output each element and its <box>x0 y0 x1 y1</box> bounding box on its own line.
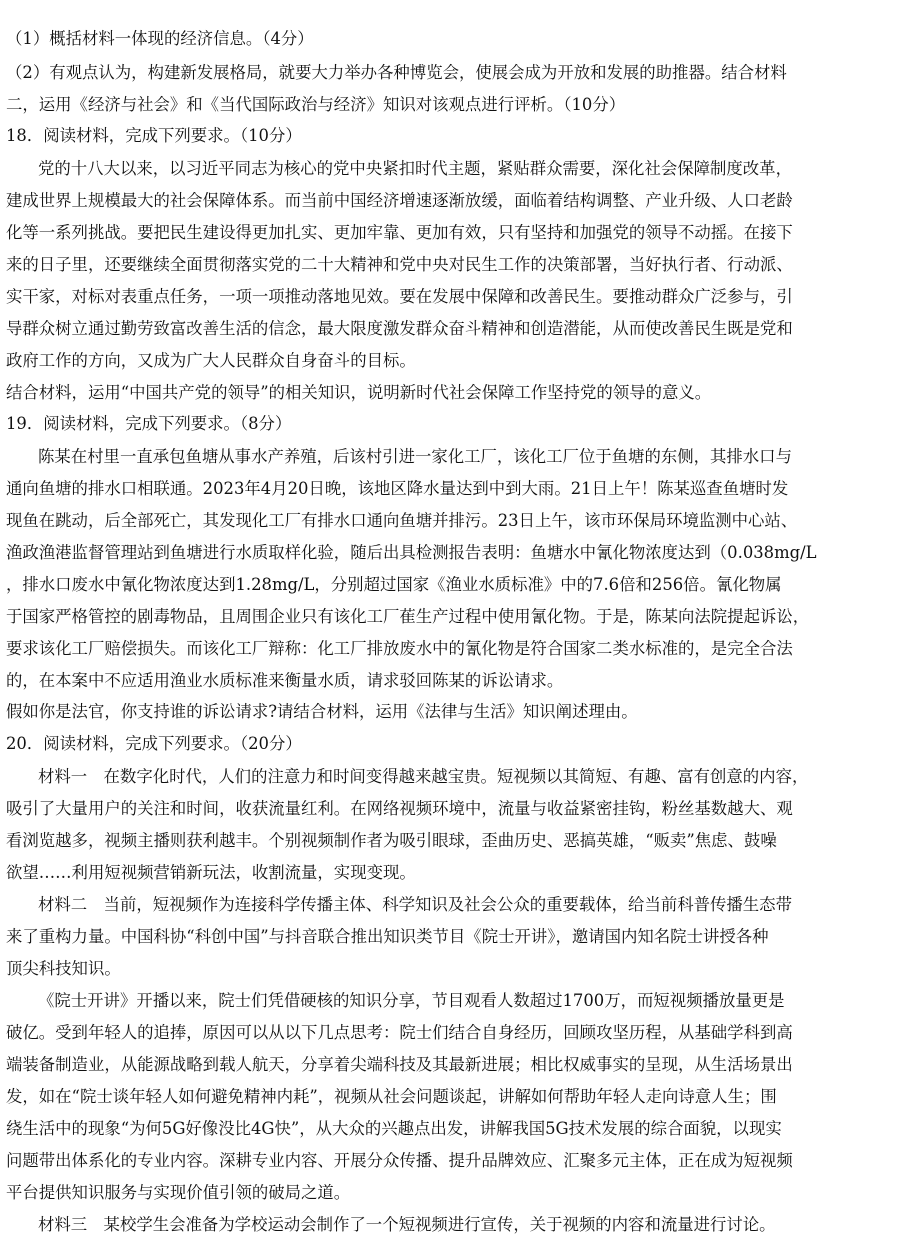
text-line: 导群众树立通过勤劳致富改善生活的信念，最大限度激发群众奋斗精神和创造潜能，从而使改善民生既是党和 <box>6 319 793 338</box>
text-line: 的，在本案中不应适用渔业水质标准来衡量水质，请求驳回陈某的诉讼请求。 <box>6 671 564 690</box>
text-line: 问题带出体系化的专业内容。深耕专业内容、开展分众传播、提升品牌效应、汇聚多元主体，正在成为短视频 <box>6 1151 793 1170</box>
text-line: 端装备制造业，从能源战略到载人航天，分享着尖端科技及其最新进展；相比权威事实的呈现，从生活场景出 <box>6 1055 793 1074</box>
text-line: 看浏览越多，视频主播则获利越丰。个别视频制作者为吸引眼球，歪曲历史、恶搞英雄，“贩卖”焦虑、鼓噪 <box>6 831 777 850</box>
text-line: 材料三 某校学生会准备为学校运动会制作了一个短视频进行宣传，关于视频的内容和流量进行讨论。 <box>38 1215 776 1234</box>
question-heading: 18．阅读材料，完成下列要求。（10分） <box>6 126 302 145</box>
text-line: 破亿。受到年轻人的追捧，原因可以从以下几点思考：院士们结合自身经历，回顾攻坚历程，从基础学科到高 <box>6 1023 793 1042</box>
text-line: （1）概括材料一体现的经济信息。（4分） <box>6 29 314 48</box>
text-line: 党的十八大以来，以习近平同志为核心的党中央紧扣时代主题，紧贴群众需要，深化社会保障制度改革， <box>38 159 792 178</box>
text-line: 通向鱼塘的排水口相联通。2023年4月20日晚，该地区降水量达到中到大雨。21日上午！陈某巡查鱼塘时发 <box>6 479 789 498</box>
text-line: 《院士开讲》开播以来，院士们凭借硬核的知识分享，节目观看人数超过1700万，而短视频播放量更是 <box>38 991 785 1010</box>
text-line: 来了重构力量。中国科协“科创中国”与抖音联合推出知识类节目《院士开讲》，邀请国内知名院士讲授各种 <box>6 927 769 946</box>
text-line: 陈某在村里一直承包鱼塘从事水产养殖，后该村引进一家化工厂，该化工厂位于鱼塘的东侧，其排水口与 <box>38 447 792 466</box>
text-line: 材料一 在数字化时代，人们的注意力和时间变得越来越宝贵。短视频以其简短、有趣、富有创意的内容， <box>38 767 809 786</box>
text-line: 结合材料，运用“中国共产党的领导”的相关知识，说明新时代社会保障工作坚持党的领导的意义。 <box>6 383 712 402</box>
text-line: 吸引了大量用户的关注和时间，收获流量红利。在网络视频环境中，流量与收益紧密挂钩，粉丝基数越大、观 <box>6 799 793 818</box>
text-line: 假如你是法官，你支持谁的诉讼请求?请结合材料，运用《法律与生活》知识阐述理由。 <box>6 702 638 721</box>
text-line: 于国家严格管控的剧毒物品，且周围企业只有该化工厂萑生产过程中使用氰化物。于是，陈某向法院提起诉讼， <box>6 607 810 626</box>
question-heading: 20．阅读材料，完成下列要求。（20分） <box>6 734 302 753</box>
text-line: 要求该化工厂赔偿损失。而该化工厂辩称：化工厂排放废水中的氰化物是符合国家二类水标准的，是完全合法 <box>6 639 793 658</box>
text-line: 建成世界上规模最大的社会保障体系。而当前中国经济增速逐渐放缓，面临着结构调整、产业升级、人口老龄 <box>6 191 793 210</box>
text-line: 绕生活中的现象“为何5G好像没比4G快”，从大众的兴趣点出发，讲解我国5G技术发展的综合面貌，以现实 <box>6 1119 782 1138</box>
question-heading: 19．阅读材料，完成下列要求。（8分） <box>6 414 292 433</box>
text-line: 政府工作的方向，又成为广大人民群众自身奋斗的目标。 <box>6 351 416 370</box>
text-line: 材料二 当前，短视频作为连接科学传播主体、科学知识及社会公众的重要载体，给当前科普传播生态带 <box>38 895 792 914</box>
text-line: 平台提供知识服务与实现价值引领的破局之道。 <box>6 1183 351 1202</box>
text-line: 化等一系列挑战。要把民生建设得更加扎实、更加牢靠、更加有效，只有坚持和加强党的领导不动摇。在接下 <box>6 223 793 242</box>
text-line: 来的日子里，还要继续全面贯彻落实党的二十大精神和党中央对民生工作的决策部署，当好执行者、行动派、 <box>6 255 793 274</box>
text-line: 发，如在“院士谈年轻人如何避免精神内耗”，视频从社会问题谈起，讲解如何帮助年轻人走向诗意人生；围 <box>6 1087 777 1106</box>
text-line: （2）有观点认为，构建新发展格局，就要大力举办各种博览会，使展会成为开放和发展的助推器。结合材料 <box>6 63 787 82</box>
text-line: 顶尖科技知识。 <box>6 959 121 978</box>
text-line: 二，运用《经济与社会》和《当代国际政治与经济》知识对该观点进行评析。（10分） <box>6 95 626 114</box>
text-line: 实干家，对标对表重点任务，一项一项推动落地见效。要在发展中保障和改善民生。要推动群众广泛参与，引 <box>6 287 793 306</box>
text-line: 渔政渔港监督管理站到鱼塘进行水质取样化验，随后出具检测报告表明：鱼塘水中氰化物浓度达到（0.038mg/L <box>6 543 817 562</box>
text-line: 现鱼在跳动，后全部死亡，其发现化工厂有排水口通向鱼塘并排污。23日上午，该市环保局环境监测中心站、 <box>6 511 798 530</box>
text-line: 欲望……利用短视频营销新玩法，收割流量，实现变现。 <box>6 863 416 882</box>
text-line: ，排水口废水中氰化物浓度达到1.28mg/L，分别超过国家《渔业水质标准》中的7.6倍和256倍。氰化物属 <box>6 575 782 594</box>
